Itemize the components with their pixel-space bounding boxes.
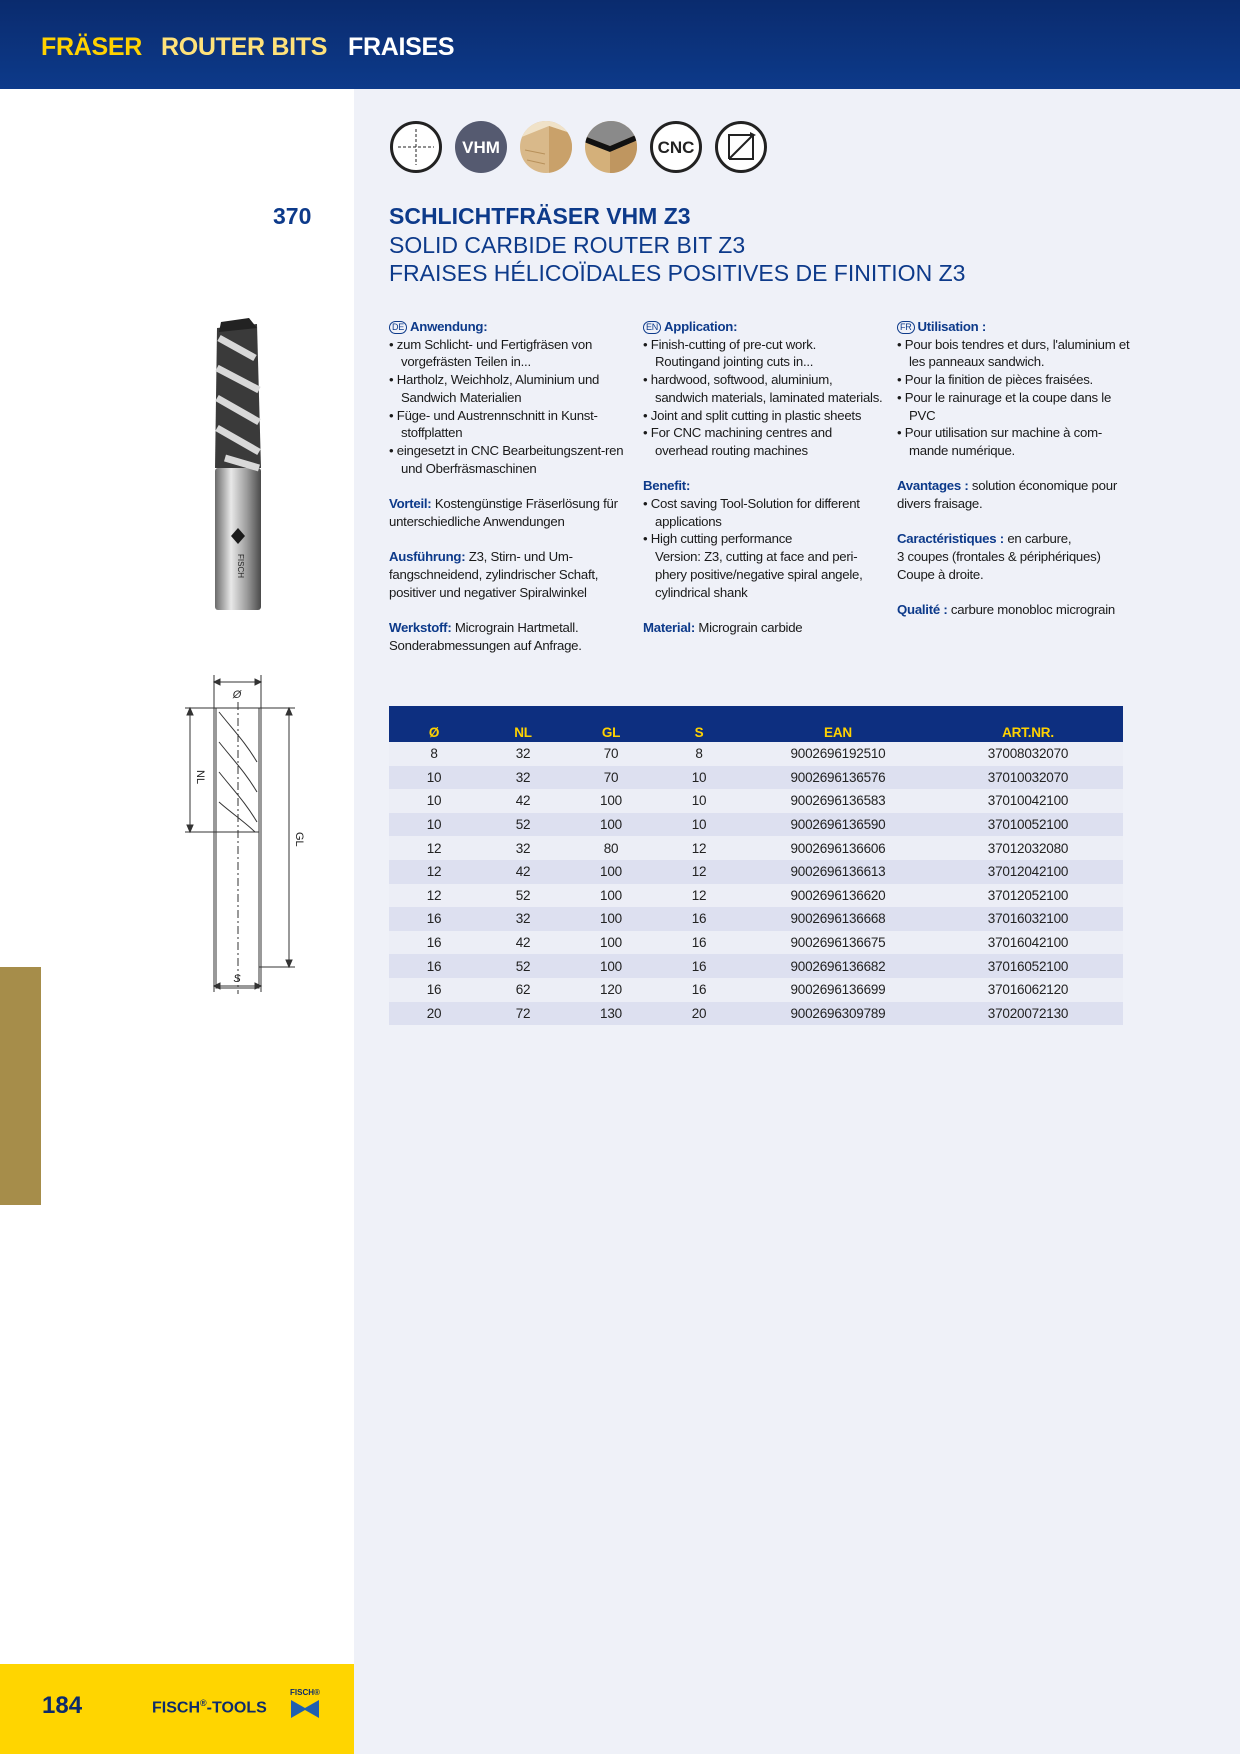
- cell-s: 12: [655, 836, 743, 860]
- cell-s: 12: [655, 860, 743, 884]
- list-item: • Pour la finition de pièces fraisées.: [897, 371, 1137, 389]
- cell-nl: 72: [479, 1002, 567, 1026]
- en-version-text: Version: Z3, cutting at face and peri-phery positive/negative spiral angele, cylindrical shank: [655, 549, 863, 600]
- wood-icon: [519, 120, 573, 174]
- cell-nl: 52: [479, 813, 567, 837]
- cell-gl: 100: [567, 954, 655, 978]
- cell-s: 10: [655, 789, 743, 813]
- lang-badge-fr: FR: [897, 321, 915, 334]
- cell-diameter: 20: [389, 1002, 479, 1026]
- de-items: [389, 336, 629, 478]
- description-fr: [897, 318, 1137, 619]
- cell-ean: 9002696136699: [743, 978, 933, 1002]
- list-item: • Füge- und Austrennschnitt in Kunst-stoffplatten: [389, 407, 629, 442]
- svg-text:S: S: [233, 973, 241, 985]
- cell-nl: 42: [479, 789, 567, 813]
- cell-s: 16: [655, 907, 743, 931]
- title-fr: FRAISES HÉLICOÏDALES POSITIVES DE FINITION Z3: [389, 260, 966, 286]
- table-row: [389, 884, 1123, 908]
- header-title-de: FRÄSER: [41, 33, 142, 61]
- de-vorteil-text: Kostengünstige Fräserlösung für unterschiedliche Anwendungen: [389, 496, 618, 529]
- en-material-label: Material:: [643, 619, 695, 635]
- table-row: [389, 766, 1123, 790]
- en-benefit-label: Benefit:: [643, 478, 691, 494]
- cell-ean: 9002696192510: [743, 742, 933, 766]
- cell-nl: 32: [479, 836, 567, 860]
- cell-ean: 9002696136590: [743, 813, 933, 837]
- table-row: [389, 742, 1123, 766]
- list-item: • hardwood, softwood, aluminium, sandwich materials, laminated materials.: [643, 371, 883, 406]
- cell-s: 20: [655, 1002, 743, 1026]
- description-en: [643, 318, 883, 637]
- col-header-diameter: Ø: [389, 706, 479, 742]
- crosshair-icon: [389, 120, 443, 174]
- fr-caract-text: en carbure,: [1003, 531, 1072, 547]
- cell-diameter: 8: [389, 742, 479, 766]
- table-row: [389, 836, 1123, 860]
- cell-ean: 9002696136576: [743, 766, 933, 790]
- table-row: [389, 978, 1123, 1002]
- cell-diameter: 12: [389, 884, 479, 908]
- cell-art-nr: 37016052100: [933, 954, 1123, 978]
- vhm-icon: [454, 120, 508, 174]
- svg-text:VHM: VHM: [462, 138, 500, 157]
- cell-ean: 9002696136675: [743, 931, 933, 955]
- list-item: • Pour le rainurage et la coupe dans le PVC: [897, 389, 1137, 424]
- de-vorteil-label: Vorteil:: [389, 496, 432, 512]
- de-ausfuehrung-text: Z3, Stirn- und Um-fangschneidend, zylindrischer Schaft, positiver und negativer Spiralwinkel: [389, 549, 599, 600]
- svg-text:CNC: CNC: [657, 138, 695, 157]
- col-header-ean: EAN: [743, 706, 933, 742]
- table-row: [389, 813, 1123, 837]
- svg-text:FISCH®: FISCH®: [290, 1688, 320, 1697]
- en-heading: Application:: [664, 319, 738, 334]
- cell-gl: 120: [567, 978, 655, 1002]
- page-number: 184: [42, 1692, 83, 1719]
- cell-art-nr: 37016042100: [933, 931, 1123, 955]
- de-werkstoff-note: Sonderabmessungen auf Anfrage.: [389, 637, 582, 653]
- cell-s: 12: [655, 884, 743, 908]
- cell-gl: 100: [567, 931, 655, 955]
- cell-ean: 9002696136620: [743, 884, 933, 908]
- cell-diameter: 10: [389, 766, 479, 790]
- fr-caract-label: Caractéristiques :: [897, 531, 1004, 547]
- description-de: [389, 318, 629, 654]
- cell-diameter: 16: [389, 954, 479, 978]
- cell-ean: 9002696309789: [743, 1002, 933, 1026]
- cell-ean: 9002696136682: [743, 954, 933, 978]
- cell-s: 16: [655, 931, 743, 955]
- list-item: • Cost saving Tool-Solution for different applications: [643, 495, 883, 530]
- en-material-text: Micrograin carbide: [694, 619, 803, 635]
- cell-s: 10: [655, 813, 743, 837]
- cell-diameter: 10: [389, 789, 479, 813]
- svg-text:NL: NL: [194, 770, 206, 785]
- cell-gl: 70: [567, 766, 655, 790]
- cell-gl: 100: [567, 860, 655, 884]
- svg-text:FISCH: FISCH: [236, 554, 245, 578]
- fr-avantages-label: Avantages :: [897, 478, 969, 494]
- cell-gl: 100: [567, 813, 655, 837]
- cell-s: 8: [655, 742, 743, 766]
- list-item: • Pour utilisation sur machine à com-mande numérique.: [897, 424, 1137, 459]
- cell-nl: 42: [479, 860, 567, 884]
- cell-nl: 42: [479, 931, 567, 955]
- cell-nl: 52: [479, 954, 567, 978]
- cell-diameter: 10: [389, 813, 479, 837]
- title-de: SCHLICHTFRÄSER VHM Z3: [389, 203, 691, 229]
- col-header-s: S: [655, 706, 743, 742]
- cnc-icon: [649, 120, 703, 174]
- list-item: • For CNC machining centres and overhead routing machines: [643, 424, 883, 459]
- list-item: • Hartholz, Weichholz, Aluminium und Sandwich Materialien: [389, 371, 629, 406]
- list-item: • High cutting performance: [643, 530, 883, 548]
- cell-nl: 32: [479, 766, 567, 790]
- brand-name: FISCH®-TOOLS: [152, 1698, 267, 1717]
- table-header-row: [389, 706, 1123, 742]
- cell-art-nr: 37020072130: [933, 1002, 1123, 1026]
- col-header-gl: GL: [567, 706, 655, 742]
- cell-art-nr: 37008032070: [933, 742, 1123, 766]
- svg-text:Ø: Ø: [232, 689, 242, 701]
- cell-art-nr: 37010042100: [933, 789, 1123, 813]
- list-item: • zum Schlicht- und Fertigfräsen von vorgefrästen Teilen in...: [389, 336, 629, 371]
- cell-gl: 100: [567, 884, 655, 908]
- de-ausfuehrung-label: Ausführung:: [389, 549, 466, 565]
- cell-nl: 32: [479, 907, 567, 931]
- cell-gl: 80: [567, 836, 655, 860]
- cell-art-nr: 37010052100: [933, 813, 1123, 837]
- col-header-nl: NL: [479, 706, 567, 742]
- col-header-art-nr: ART.NR.: [933, 706, 1123, 742]
- lang-badge-de: DE: [389, 321, 407, 334]
- cell-art-nr: 37012052100: [933, 884, 1123, 908]
- cell-gl: 130: [567, 1002, 655, 1026]
- list-item: • eingesetzt in CNC Bearbeitungszent-ren und Oberfräsmaschinen: [389, 442, 629, 477]
- cell-ean: 9002696136583: [743, 789, 933, 813]
- cell-art-nr: 37016062120: [933, 978, 1123, 1002]
- panel-icon: [584, 120, 638, 174]
- lang-badge-en: EN: [643, 321, 661, 334]
- cell-ean: 9002696136668: [743, 907, 933, 931]
- cell-ean: 9002696136613: [743, 860, 933, 884]
- cell-s: 16: [655, 978, 743, 1002]
- cell-art-nr: 37016032100: [933, 907, 1123, 931]
- header-title-fr: FRAISES: [348, 33, 455, 61]
- article-number: 370: [273, 203, 312, 229]
- table-row: [389, 907, 1123, 931]
- en-benefit-items: [643, 495, 883, 548]
- fr-caract-line2: 3 coupes (frontales & périphériques): [897, 549, 1101, 565]
- fisch-logo-icon: [287, 1686, 323, 1722]
- fr-qualite-text: carbure monobloc micrograin: [947, 602, 1115, 618]
- cell-gl: 100: [567, 789, 655, 813]
- de-heading: Anwendung:: [410, 319, 488, 334]
- cell-s: 16: [655, 954, 743, 978]
- table-row: [389, 954, 1123, 978]
- svg-text:GL: GL: [293, 832, 305, 847]
- fr-items: [897, 336, 1137, 460]
- header-title-en: ROUTER BITS: [161, 33, 328, 61]
- table-row: [389, 789, 1123, 813]
- cell-gl: 100: [567, 907, 655, 931]
- router-bit-photo: [205, 318, 269, 614]
- section-tab: [0, 967, 41, 1205]
- de-werkstoff-text: Micrograin Hartmetall.: [451, 619, 579, 635]
- fr-heading: Utilisation :: [917, 319, 987, 334]
- cell-nl: 32: [479, 742, 567, 766]
- list-item: • Pour bois tendres et durs, l'aluminium et les panneaux sandwich.: [897, 336, 1137, 371]
- cell-art-nr: 37010032070: [933, 766, 1123, 790]
- dimension-drawing: [175, 672, 305, 1002]
- cell-nl: 52: [479, 884, 567, 908]
- table-row: [389, 860, 1123, 884]
- de-werkstoff-label: Werkstoff:: [389, 619, 452, 635]
- spec-table: [389, 706, 1123, 1025]
- cell-gl: 70: [567, 742, 655, 766]
- fr-caract-line3: Coupe à droite.: [897, 566, 984, 582]
- cell-diameter: 16: [389, 931, 479, 955]
- fr-avantages-text: solution économique pour divers fraisage.: [897, 478, 1117, 512]
- spec-table-body: [389, 742, 1123, 1025]
- cell-art-nr: 37012032080: [933, 836, 1123, 860]
- fr-qualite-label: Qualité :: [897, 602, 948, 618]
- cell-ean: 9002696136606: [743, 836, 933, 860]
- header-bar: [0, 0, 1240, 89]
- cell-diameter: 16: [389, 978, 479, 1002]
- list-item: • Joint and split cutting in plastic sheets: [643, 407, 883, 425]
- table-row: [389, 931, 1123, 955]
- list-item: • Finish-cutting of pre-cut work. Routingand jointing cuts in...: [643, 336, 883, 371]
- en-items: [643, 336, 883, 460]
- cell-diameter: 12: [389, 836, 479, 860]
- rotation-icon: [714, 120, 768, 174]
- cell-diameter: 12: [389, 860, 479, 884]
- cell-nl: 62: [479, 978, 567, 1002]
- cell-art-nr: 37012042100: [933, 860, 1123, 884]
- cell-s: 10: [655, 766, 743, 790]
- title-en: SOLID CARBIDE ROUTER BIT Z3: [389, 232, 746, 258]
- table-row: [389, 1002, 1123, 1026]
- cell-diameter: 16: [389, 907, 479, 931]
